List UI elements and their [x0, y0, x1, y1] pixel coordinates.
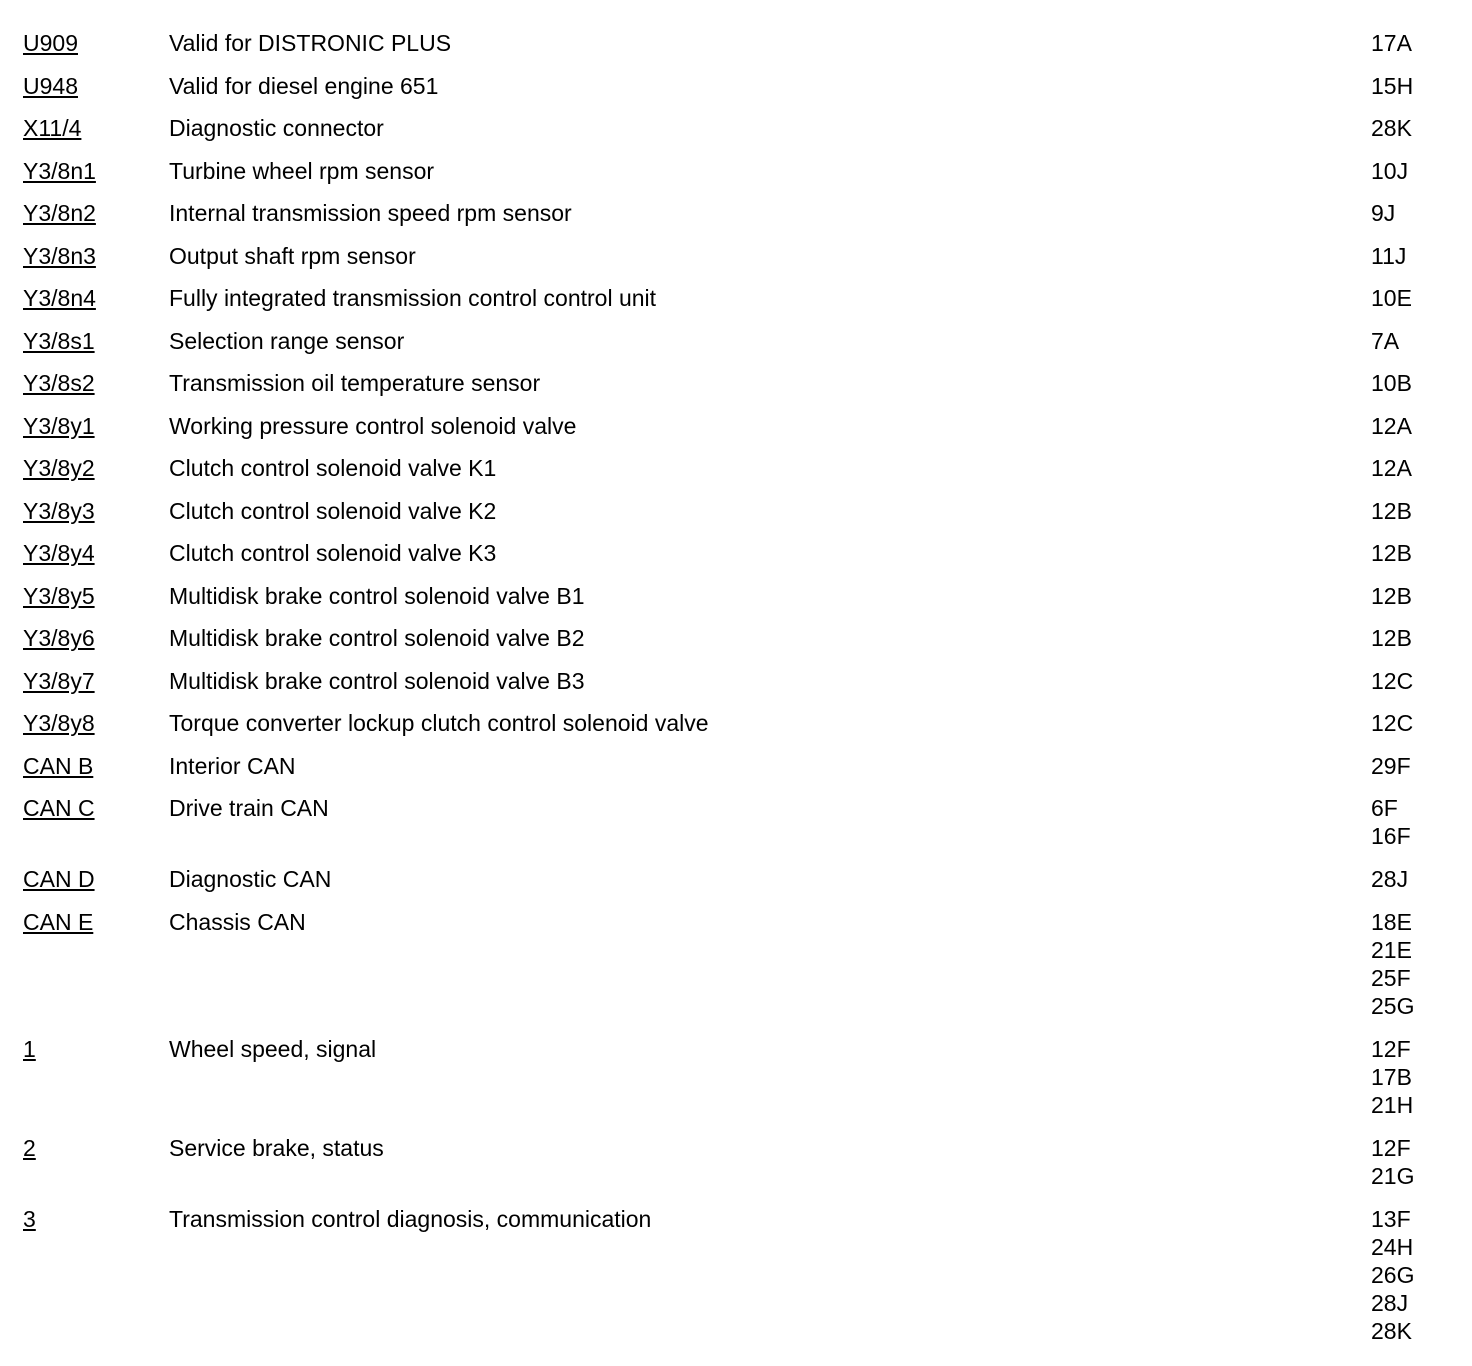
- grid-reference: 9J: [1371, 200, 1396, 226]
- legend-row: [0, 582, 1472, 610]
- legend-row: [0, 539, 1472, 567]
- grid-reference: 12B: [1371, 540, 1412, 566]
- legend-row: [0, 199, 1472, 227]
- component-code-link[interactable]: Y3/8s1: [23, 327, 95, 354]
- grid-reference-list: [1371, 1134, 1414, 1190]
- component-description: Chassis CAN: [169, 908, 306, 935]
- grid-reference: 29F: [1371, 752, 1411, 779]
- component-description: Multidisk brake control solenoid valve B3: [169, 667, 585, 694]
- component-description: Service brake, status: [169, 1135, 384, 1162]
- legend-row: [0, 1205, 1472, 1345]
- grid-reference: 28J: [1371, 1290, 1409, 1317]
- grid-reference: 25F: [1371, 964, 1411, 991]
- grid-reference: 26G: [1371, 1262, 1415, 1289]
- grid-reference-list: [1371, 1035, 1413, 1119]
- grid-reference: 10J: [1371, 157, 1409, 184]
- component-code-link[interactable]: CAN B: [23, 752, 94, 779]
- grid-reference-list: [1371, 709, 1413, 737]
- grid-reference: 25G: [1371, 992, 1415, 1019]
- grid-reference-list: [1371, 539, 1412, 567]
- grid-reference: 12B: [1371, 582, 1412, 609]
- legend-row: [0, 624, 1472, 652]
- grid-reference-list: [1371, 865, 1408, 893]
- component-code-link[interactable]: Y3/8y1: [23, 412, 95, 439]
- component-code-link[interactable]: U948: [23, 72, 78, 99]
- grid-reference: 12C: [1371, 667, 1414, 694]
- grid-reference-list: [1371, 1205, 1414, 1345]
- component-description: Interior CAN: [169, 752, 296, 779]
- legend-row: [0, 284, 1472, 312]
- grid-reference: 12A: [1371, 455, 1412, 481]
- component-code-link[interactable]: Y3/8y7: [23, 667, 95, 694]
- component-code-link[interactable]: Y3/8y6: [23, 625, 95, 651]
- legend-table: [0, 29, 1472, 1360]
- component-description: Internal transmission speed rpm sensor: [169, 200, 572, 226]
- component-code-link[interactable]: Y3/8y4: [23, 540, 95, 566]
- component-code-link[interactable]: Y3/8n1: [23, 157, 96, 184]
- grid-reference: 12B: [1371, 497, 1412, 524]
- component-description: Drive train CAN: [169, 795, 329, 821]
- grid-reference: 21E: [1371, 936, 1412, 963]
- component-description: Output shaft rpm sensor: [169, 242, 416, 269]
- grid-reference-list: [1371, 199, 1395, 227]
- grid-reference-list: [1371, 157, 1408, 185]
- legend-row: [0, 114, 1472, 142]
- component-description: Torque converter lockup clutch control solenoid valve: [169, 710, 709, 736]
- component-code-link[interactable]: 1: [23, 1035, 36, 1062]
- component-code-link[interactable]: 2: [23, 1135, 36, 1162]
- component-description: Transmission oil temperature sensor: [169, 370, 541, 396]
- legend-row: [0, 72, 1472, 100]
- grid-reference-list: [1371, 667, 1413, 695]
- legend-row: [0, 908, 1472, 1020]
- legend-row: [0, 157, 1472, 185]
- component-code-link[interactable]: CAN C: [23, 795, 95, 821]
- grid-reference-list: [1371, 72, 1413, 100]
- grid-reference: 28J: [1371, 866, 1409, 893]
- component-code-link[interactable]: Y3/8n2: [23, 200, 96, 226]
- grid-reference: 21H: [1371, 1091, 1414, 1118]
- grid-reference: 21G: [1371, 1163, 1415, 1190]
- component-description: Working pressure control solenoid valve: [169, 412, 577, 439]
- legend-row: [0, 497, 1472, 525]
- grid-reference: 28K: [1371, 115, 1412, 141]
- grid-reference: 12C: [1371, 710, 1414, 736]
- grid-reference-list: [1371, 29, 1412, 57]
- grid-reference: 18E: [1371, 908, 1412, 935]
- component-description: Transmission control diagnosis, communication: [169, 1206, 652, 1233]
- grid-reference-list: [1371, 497, 1412, 525]
- component-code-link[interactable]: Y3/8n4: [23, 285, 96, 311]
- grid-reference-list: [1371, 582, 1412, 610]
- legend-row: [0, 242, 1472, 270]
- legend-row: [0, 752, 1472, 780]
- grid-reference: 12B: [1371, 625, 1412, 651]
- grid-reference-list: [1371, 412, 1412, 440]
- grid-reference-list: [1371, 908, 1414, 1020]
- component-description: Diagnostic CAN: [169, 866, 332, 893]
- grid-reference: 12F: [1371, 1135, 1411, 1162]
- legend-row: [0, 794, 1472, 850]
- grid-reference: 10B: [1371, 370, 1412, 396]
- component-description: Fully integrated transmission control control unit: [169, 285, 657, 311]
- legend-row: [0, 327, 1472, 355]
- component-description: Valid for diesel engine 651: [169, 72, 439, 99]
- grid-reference-list: [1371, 794, 1411, 850]
- component-code-link[interactable]: 3: [23, 1206, 36, 1233]
- component-code-link[interactable]: Y3/8y5: [23, 582, 95, 609]
- grid-reference: 6F: [1371, 795, 1398, 821]
- legend-row: [0, 709, 1472, 737]
- component-code-link[interactable]: Y3/8s2: [23, 370, 95, 396]
- legend-row: [0, 369, 1472, 397]
- legend-row: [0, 1035, 1472, 1119]
- grid-reference: 15H: [1371, 72, 1414, 99]
- component-code-link[interactable]: Y3/8y3: [23, 497, 95, 524]
- component-description: Clutch control solenoid valve K3: [169, 540, 497, 566]
- component-code-link[interactable]: U909: [23, 30, 78, 56]
- legend-row: [0, 667, 1472, 695]
- grid-reference-list: [1371, 284, 1412, 312]
- legend-row: [0, 29, 1472, 57]
- component-code-link[interactable]: Y3/8y2: [23, 455, 95, 481]
- component-description: Wheel speed, signal: [169, 1035, 377, 1062]
- grid-reference-list: [1371, 242, 1406, 270]
- grid-reference: 7A: [1371, 327, 1400, 354]
- component-description: Turbine wheel rpm sensor: [169, 157, 435, 184]
- legend-row: [0, 412, 1472, 440]
- grid-reference: 12A: [1371, 412, 1412, 439]
- grid-reference: 10E: [1371, 285, 1412, 311]
- component-code-link[interactable]: CAN D: [23, 866, 95, 893]
- component-description: Multidisk brake control solenoid valve B2: [169, 625, 585, 651]
- grid-reference: 16F: [1371, 823, 1411, 849]
- legend-row: [0, 865, 1472, 893]
- grid-reference-list: [1371, 369, 1412, 397]
- component-code-link[interactable]: Y3/8y8: [23, 710, 95, 736]
- grid-reference: 28K: [1371, 1318, 1412, 1345]
- grid-reference-list: [1371, 114, 1412, 142]
- grid-reference: 24H: [1371, 1234, 1414, 1261]
- grid-reference: 13F: [1371, 1206, 1411, 1233]
- component-code-link[interactable]: CAN E: [23, 908, 94, 935]
- grid-reference-list: [1371, 624, 1412, 652]
- grid-reference-list: [1371, 454, 1412, 482]
- component-code-link[interactable]: X11/4: [23, 115, 82, 141]
- component-description: Valid for DISTRONIC PLUS: [169, 30, 452, 56]
- component-description: Clutch control solenoid valve K1: [169, 455, 497, 481]
- grid-reference-list: [1371, 752, 1411, 780]
- component-code-link[interactable]: Y3/8n3: [23, 242, 96, 269]
- component-description: Clutch control solenoid valve K2: [169, 497, 497, 524]
- grid-reference: 11J: [1371, 242, 1407, 269]
- grid-reference-list: [1371, 327, 1399, 355]
- legend-row: [0, 1134, 1472, 1190]
- component-description: Selection range sensor: [169, 327, 405, 354]
- legend-row: [0, 454, 1472, 482]
- grid-reference: 12F: [1371, 1035, 1411, 1062]
- component-description: Diagnostic connector: [169, 115, 384, 141]
- component-description: Multidisk brake control solenoid valve B1: [169, 582, 585, 609]
- grid-reference: 17A: [1371, 30, 1412, 56]
- grid-reference: 17B: [1371, 1063, 1412, 1090]
